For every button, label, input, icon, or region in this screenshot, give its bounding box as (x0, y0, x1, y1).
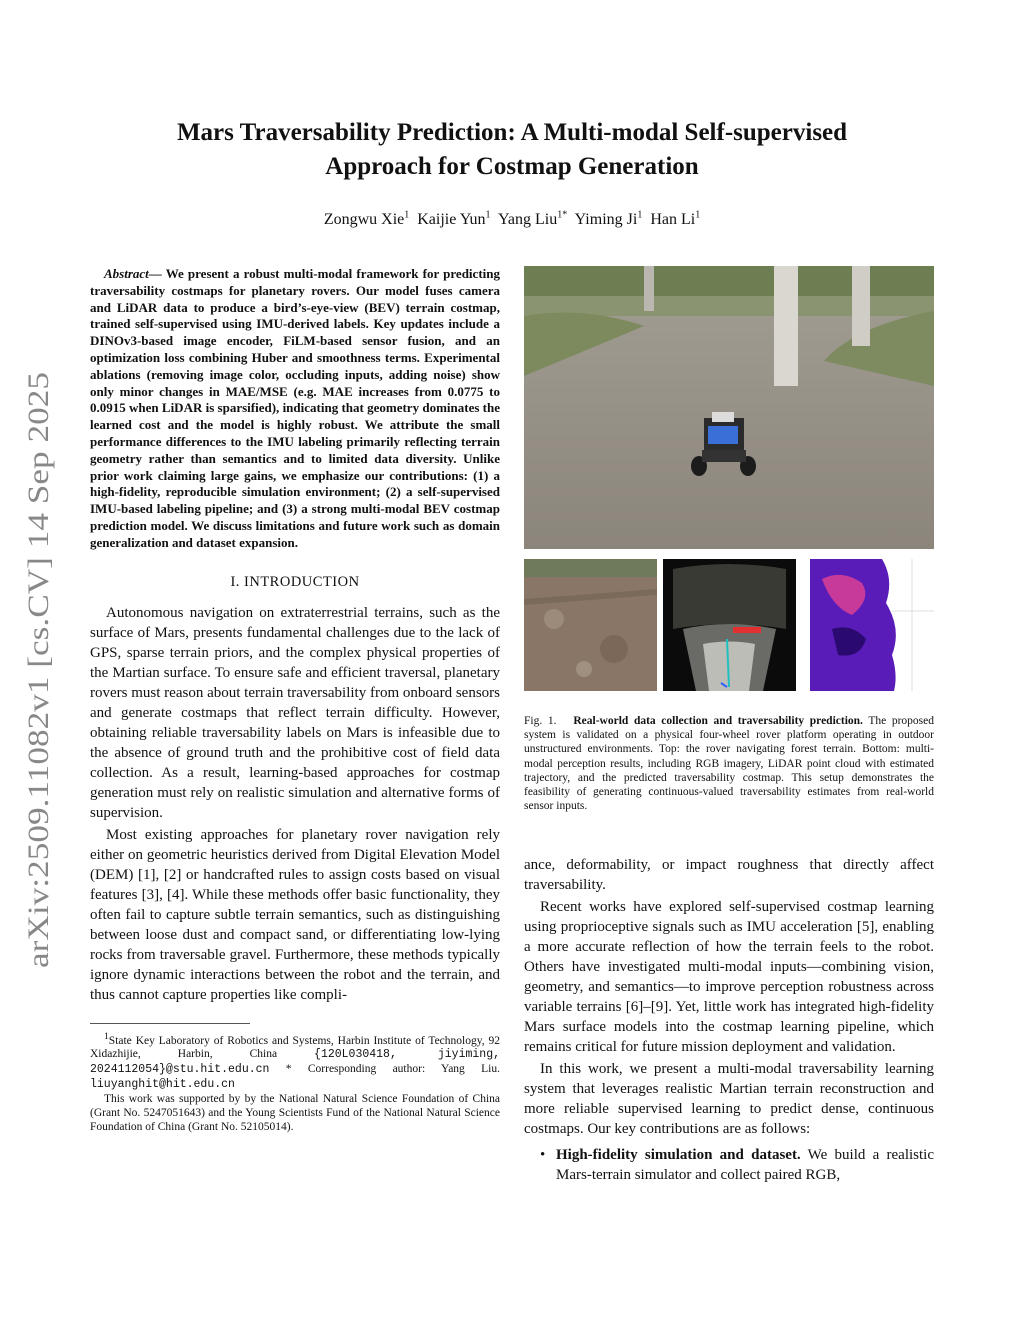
footnote-affiliation: $^1$State Key Laboratory of Robotics and Systems, Harbin Institute of Technology, 92 Xidazhijie, Harbin, China {120L030418, jiyiming, 2024112054}@stu.hit.edu.cn * Corresponding author: Yang Liu. liuyanghit@hit.edu.cn (90, 1030, 500, 1092)
author: Zongwu Xie$^1$ (323, 210, 410, 229)
rgb-image (524, 559, 657, 691)
arxiv-stamp-svg (4, 370, 64, 970)
corresponding-email: liuyanghit@hit.edu.cn (90, 1078, 235, 1092)
intro-paragraph-2: Most existing approaches for planetary rover navigation rely either on geometric heuristics derived from Digital Elevation Model (DEM) [1], [2] or handcrafted rules to assign costs based on visual features [3], [4]. While these methods offer basic functionality, they often fail to capture subtle terrain semantics, such as distinguishing between loose dust and compact sand, or differentiating low-lying rocks from traversable gravel. Furthermore, these methods typically ignore dynamic interactions between the robot and the terrain, and thus cannot capture properties like compli- (90, 826, 500, 1003)
figure-1 (524, 266, 934, 698)
author: Yiming Ji$^1$ (574, 210, 643, 229)
intro-paragraph-3: Recent works have explored self-supervised costmap learning using proprioceptive signals such as IMU acceleration [5], enabling a more accurate reflection of how the terrain feels to the robot. Others have investigated multi-modal inputs—combining vision, geometry, and semantics—to improve perception robustness across variable terrains [6]–[9]. Yet, little work has integrated high-fidelity Mars surface models into the costmap learning pipeline, which remains critical for future mission deployment and validation. (524, 899, 934, 1056)
lidar-pointcloud (663, 559, 796, 691)
figure-caption-title: Real-world data collection and traversability prediction. (573, 715, 863, 727)
author-emails: {120L030418, jiyiming, 2024112054}@stu.hit.edu.cn (90, 1048, 500, 1077)
title-line-2: Approach for Costmap Generation (325, 153, 699, 180)
figure-label: Fig. 1. (524, 715, 557, 727)
arxiv-id: arXiv:2509.11082v1 [cs.CV] 14 Sep 2025 (22, 460, 55, 968)
figure-1-caption (524, 714, 934, 813)
rover-photo (524, 266, 934, 549)
predicted-costmap (802, 559, 934, 691)
bullet-dot: • (540, 1147, 546, 1164)
bullet-title: High-fidelity simulation and dataset. (556, 1147, 801, 1164)
arxiv-stamp (4, 370, 64, 970)
section-heading-introduction: I. INTRODUCTION (230, 573, 360, 590)
footnote-funding: This work was supported by by the National Natural Science Foundation of China (Grant No. 5247051643) and the Young Scientists Fund of the National Natural Science Foundation of China (Grant No. 52105014). (90, 1093, 500, 1134)
abstract-text: — We present a robust multi-modal framework for predicting traversability costmaps for planetary rovers. Our model fuses camera and LiDAR data to produce a bird’s-eye-view (BEV) terrain costmap, trained self-supervised using IMU-derived labels. Key updates include a DINOv3-based image encoder, FiLM-based sensor fusion, and an optimization loss combining Huber and smoothness terms. Experimental ablations (removing image color, occluding inputs, adding noise) show only minor changes in MAE/MSE (e.g. MAE increases from 0.0775 to 0.0915 when LiDAR is sparsified), indicating that geometry dominates the learned cost and the model is highly robust. We attribute the small performance differences to the IMU labeling primarily reflecting terrain geometry rather than semantics and to limited data diversity. Unlike prior work claiming large gains, we emphasize our contributions: (1) a high-fidelity, reproducible simulation environment; (2) a self-supervised IMU-based labeling pipeline; and (3) a strong multi-modal BEV costmap prediction model. We discuss limitations and future work such as domain generalization and dataset expansion. (90, 266, 500, 550)
author: Yang Liu$^{1*}$ (497, 210, 568, 229)
author: Kaijie Yun$^1$ (417, 210, 491, 229)
left-column (90, 266, 500, 1134)
intro-paragraph-1: Autonomous navigation on extraterrestrial terrains, such as the surface of Mars, presents fundamental challenges due to the lack of GPS, sparse terrain priors, and the complex physical properties of the Martian surface. To ensure safe and efficient traversal, planetary rovers must reason about terrain traversability from onboard sensors and generate costmaps that reflect terrain difficulty. However, obtaining reliable traversability labels on Mars is infeasible due to the absence of ground truth and the prohibitive cost of field data collection. As a result, learning-based approaches for costmap generation must rely on realistic simulation and alternative forms of supervision. (90, 604, 500, 821)
title-line-1: Mars Traversability Prediction: A Multi-modal Self-supervised (176, 119, 848, 146)
right-column (524, 266, 934, 1185)
bullet-text: We build a realistic Mars-terrain simulator and collect paired RGB, (556, 1147, 934, 1184)
author-list (110, 210, 914, 229)
continued-paragraph: ance, deformability, or impact roughness that directly affect traversability. (524, 857, 934, 894)
abstract-label: Abstract (104, 266, 149, 281)
figure-caption-text: The proposed system is validated on a physical four-wheel rover platform operating in outdoor unstructured environments. Top: the rover navigating forest terrain. Bottom: multi-modal perception results, including RGB imagery, LiDAR point cloud with estimated trajectory, and the predicted traversability costmap. This setup demonstrates the feasibility of generating continuous-valued traversability estimates from real-world sensor inputs. (524, 715, 935, 813)
abstract (90, 266, 500, 552)
intro-paragraph-4: In this work, we present a multi-modal traversability learning system that leverages realistic Martian terrain reconstruction and more reliable supervised learning to predict dense, continuous costmaps. Our key contributions are as follows: (524, 1061, 934, 1138)
contribution-bullet-1 (524, 1145, 934, 1185)
author: Han Li$^1$ (650, 210, 701, 229)
footnote-rule (90, 1023, 250, 1024)
paper-title (110, 116, 914, 184)
